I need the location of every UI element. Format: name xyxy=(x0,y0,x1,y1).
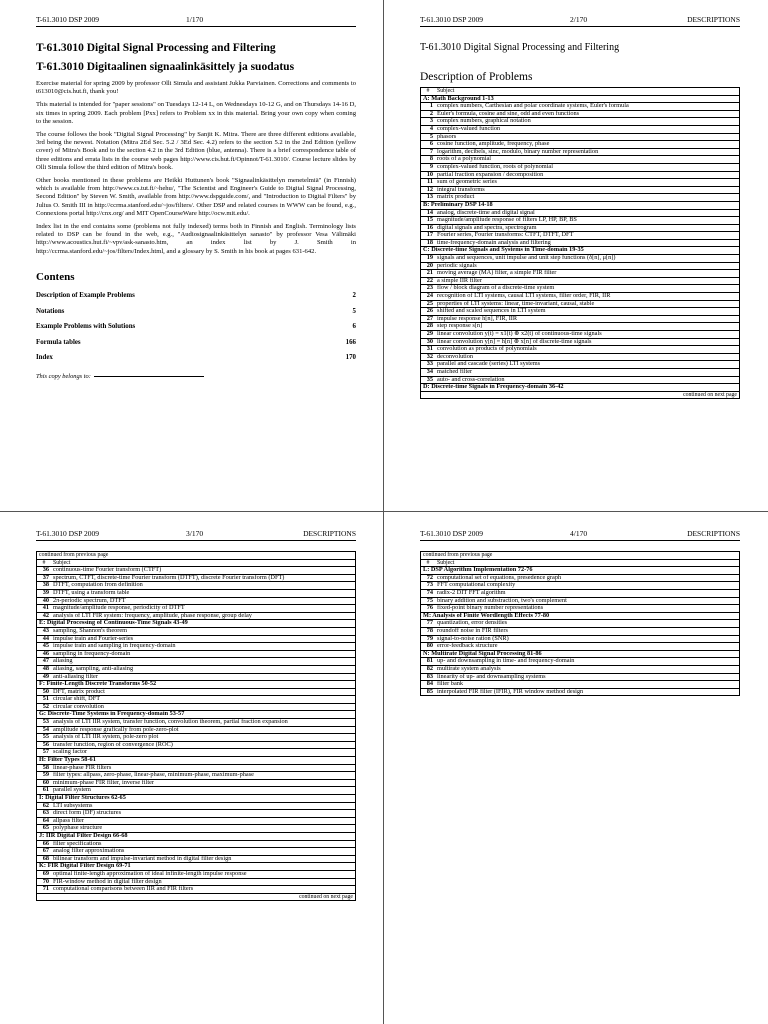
problem-subject: filter specifications xyxy=(51,840,356,848)
problem-subject: partial fraction expansion / decomposition xyxy=(435,171,740,179)
problem-subject: auto- and cross-correlation xyxy=(435,376,740,384)
problem-number: 37 xyxy=(37,574,52,582)
category-label: F: Finite-Length Discrete Transforms 50-52 xyxy=(37,681,356,689)
problem-number: 67 xyxy=(37,848,52,856)
toc-label: Formula tables xyxy=(36,338,81,346)
problem-subject: continuous-time Fourier transform (CTFT) xyxy=(51,567,356,575)
problem-subject: properties of LTI systems: linear, time-invariant, causal, stable xyxy=(435,300,740,308)
header-course: T-61.3010 DSP 2009 xyxy=(36,15,99,24)
problem-subject: analysis of LTI IIR system, transfer function, convolution theorem, partial fraction expansion xyxy=(51,719,356,727)
column-header-subject: Subject xyxy=(435,88,740,96)
problem-subject: impulse train and Fourier-series xyxy=(51,635,356,643)
table-row[interactable] xyxy=(37,665,356,673)
problem-number: 3 xyxy=(421,118,436,126)
problem-subject: transfer function, region of convergence (ROC) xyxy=(51,741,356,749)
problem-number: 73 xyxy=(421,582,436,590)
problem-subject: DTFT, computation from definition xyxy=(51,582,356,590)
table-row[interactable] xyxy=(421,627,740,635)
problem-subject: sampling, Shannon's theorem xyxy=(51,627,356,635)
book-paragraph: The course follows the book "Digital Signal Processing" by Sanjit K. Mitra. There are three different editions available, 3rd being the newest. Notation (Mitra 2Ed Sec. 5.2 / 3Ed Sec. 4.2) refers to the section 5.2 in the 2nd Edition (yellow cover) of Mitra's Book and to the section 4.2 in the 3rd Edition (blue, antenna). There is a brief correspondence table of three editions and errata lists in the course web pages http://www.cis.hut.fi/Opinnot/T-61.3010/. Course lecture slides by Olli Simula follow the third edition of Mitra's book. xyxy=(36,131,356,171)
problem-number: 82 xyxy=(421,665,436,673)
problem-subject: parallel and cascade (series) LTI systems xyxy=(435,361,740,369)
column-header-number: # xyxy=(421,559,436,567)
problem-number: 4 xyxy=(421,125,436,133)
problem-number: 68 xyxy=(37,855,52,863)
index-paragraph: Index list in the end contains some (problems not fully indexed) terms both in Finnish and English. Terminology lists related to DSP can be found in the web, e.g., "Audiosignaalinkäsittelyn sanasto" by professor Vesa Välimäki http://www.acoustics.hut.fi/~vpv/ask-sanasto.htm, an index list by J. Smith in http://ccrma.stanford.edu/~jos/filters/Index.html, and a glossary by S. Smith in his book at pages 631-642. xyxy=(36,223,356,255)
continued-footer-row xyxy=(37,893,356,901)
problem-subject: bilinear transform and impulse-invariant method in digital filter design xyxy=(51,855,356,863)
table-row[interactable] xyxy=(37,810,356,818)
problem-subject: quantization, error densities xyxy=(435,620,740,628)
table-row[interactable] xyxy=(421,665,740,673)
problem-subject: spectrum, CTFT, discrete-time Fourier transform (DTFT), discrete Fourier transform (DFT) xyxy=(51,574,356,582)
problem-subject: time-frequency-domain analysis and filtering xyxy=(435,239,740,247)
problem-number: 20 xyxy=(421,262,436,270)
header-course: T-61.3010 DSP 2009 xyxy=(420,529,483,538)
problem-number: 59 xyxy=(37,772,52,780)
problem-subject: linear-phase FIR filters xyxy=(51,764,356,772)
problem-number: 83 xyxy=(421,673,436,681)
problem-number: 30 xyxy=(421,338,436,346)
continued-footer: continued on next page xyxy=(421,391,740,399)
problem-number: 19 xyxy=(421,255,436,263)
section-heading: Description of Problems xyxy=(420,71,533,83)
category-label: L: DSP Algorithm Implementation 72-76 xyxy=(421,567,740,575)
problem-number: 39 xyxy=(37,589,52,597)
toc-label: Description of Example Problems xyxy=(36,292,135,300)
header-section: DESCRIPTIONS xyxy=(303,529,356,538)
contents-heading: Contens xyxy=(36,270,75,283)
intro-paragraph: Exercise material for spring 2009 by professor Olli Simula and assistant Jukka Parviainen. Corrections and comments to t613010@cis.hut.fi, thank you! xyxy=(36,80,356,96)
problem-number: 81 xyxy=(421,658,436,666)
header-page-number: 1/170 xyxy=(186,15,204,24)
category-label: N: Multirate Digital Signal Processing 81-86 xyxy=(421,650,740,658)
continued-note: continued from previous page xyxy=(421,552,740,560)
problem-number: 57 xyxy=(37,749,52,757)
toc-item[interactable] xyxy=(36,319,356,335)
page-header xyxy=(36,14,356,27)
problem-number: 65 xyxy=(37,825,52,833)
table-row[interactable] xyxy=(37,589,356,597)
toc-page: 6 xyxy=(352,323,356,331)
problem-subject: interpolated FIR filter (IFIR), FIR window method design xyxy=(435,688,740,696)
sessions-paragraph: This material is intended for "paper sessions" on Tuesdays 12-14 L, on Wednesdays 10-12 G, and on Thursdays 14-16 D, six times in spring 2009. Each problem [Pxx] refers to Problem xx in this material. Bring your own copy when coming to the session. xyxy=(36,101,356,125)
problem-subject: moving average (MA) filter, a simple FIR filter xyxy=(435,270,740,278)
problem-number: 80 xyxy=(421,643,436,651)
problem-subject: circular convolution xyxy=(51,703,356,711)
problem-number: 17 xyxy=(421,232,436,240)
page-header xyxy=(36,528,356,541)
problem-subject: radix-2 DIT FFT algorithm xyxy=(435,589,740,597)
problem-subject: signals and sequences, unit impulse and unit step functions (δ[n], μ[n]) xyxy=(435,255,740,263)
problem-subject: parallel system xyxy=(51,787,356,795)
problem-number: 7 xyxy=(421,148,436,156)
problem-number: 18 xyxy=(421,239,436,247)
problem-number: 56 xyxy=(37,741,52,749)
problem-number: 60 xyxy=(37,779,52,787)
problem-subject: convolution as products of polynomials xyxy=(435,346,740,354)
problem-number: 47 xyxy=(37,658,52,666)
problem-subject: flow / block diagram of a discrete-time system xyxy=(435,285,740,293)
problem-subject: phasors xyxy=(435,133,740,141)
problem-number: 85 xyxy=(421,688,436,696)
problem-subject: FIR-window method in digital filter design xyxy=(51,878,356,886)
continued-footer: continued on next page xyxy=(37,893,356,901)
toc-item[interactable] xyxy=(36,350,356,366)
problem-subject: sum of geometric series xyxy=(435,179,740,187)
problem-subject: polyphase structure xyxy=(51,825,356,833)
other-books-paragraph: Other books mentioned in these problems are Heikki Huttunen's book "Signaalinkäsittelyn menetelmiä" (in Finnish) which is available from http://www.cs.tut.fi/~hehu/, "The Scientist and Engineer's Guide to Digital Signal Processing, Second Edition" by Steven W. Smith, available from http://www.dspguide.com/, and "Introduction to Digital Filters" by Julius O. Smith III in http://ccrma.stanford.edu/~jos/filters/. Other DSP and related courses in WWW can be found, e.g., Connexions portal http://cnx.org/ and MIT OpenCourseWare http://ocw.mit.edu/. xyxy=(36,177,356,217)
category-label: K: FIR Digital Filter Design 69-71 xyxy=(37,863,356,871)
problem-number: 13 xyxy=(421,194,436,202)
problem-number: 50 xyxy=(37,688,52,696)
problem-subject: amplitude response grafically from pole-zero-plot xyxy=(51,726,356,734)
header-page-number: 3/170 xyxy=(186,529,204,538)
problem-subject: FFT computational complexity xyxy=(435,582,740,590)
owner-field xyxy=(36,373,356,380)
problem-number: 42 xyxy=(37,612,52,620)
table-row[interactable] xyxy=(421,125,740,133)
problem-subject: recognition of LTI systems, causal LTI systems, filter order, FIR, IIR xyxy=(435,293,740,301)
category-label: E: Digital Processing of Continuous-Time Signals 43-49 xyxy=(37,620,356,628)
problem-number: 6 xyxy=(421,141,436,149)
category-row xyxy=(37,757,356,765)
problem-number: 53 xyxy=(37,719,52,727)
toc-page: 170 xyxy=(345,354,356,362)
header-page-number: 4/170 xyxy=(570,529,588,538)
category-label: G: Discrete-Time Systems in Frequency-domain 53-57 xyxy=(37,711,356,719)
problem-subject: periodic signals xyxy=(435,262,740,270)
problem-subject: DFT, matrix product xyxy=(51,688,356,696)
problem-subject: linear convolution y(t) = x1(t) ⊛ x2(t) of continuous-time signals xyxy=(435,331,740,339)
problem-subject: direct form (DF) structures xyxy=(51,810,356,818)
problem-number: 78 xyxy=(421,627,436,635)
problem-subject: filter bank xyxy=(435,681,740,689)
problem-number: 72 xyxy=(421,574,436,582)
problem-number: 28 xyxy=(421,323,436,331)
problem-number: 76 xyxy=(421,605,436,613)
problem-number: 63 xyxy=(37,810,52,818)
category-label: B: Preliminary DSP 14-18 xyxy=(421,201,740,209)
problem-number: 23 xyxy=(421,285,436,293)
header-course: T-61.3010 DSP 2009 xyxy=(36,529,99,538)
problem-number: 33 xyxy=(421,361,436,369)
problem-subject: roundoff noise in FIR filters xyxy=(435,627,740,635)
problem-number: 66 xyxy=(37,840,52,848)
problem-subject: impulse response h[n], FIR, IIR xyxy=(435,315,740,323)
problem-number: 46 xyxy=(37,650,52,658)
problem-subject: multirate system analysis xyxy=(435,665,740,673)
problem-subject: sampling in frequency-domain xyxy=(51,650,356,658)
problem-number: 58 xyxy=(37,764,52,772)
problem-number: 26 xyxy=(421,308,436,316)
document-title-english: T-61.3010 Digital Signal Processing and Filtering xyxy=(36,42,276,54)
continued-note: continued from previous page xyxy=(37,552,356,560)
problem-subject: matched filter xyxy=(435,368,740,376)
problem-subject: analog filter approximations xyxy=(51,848,356,856)
problem-subject: up- and downsampling in time- and frequency-domain xyxy=(435,658,740,666)
problem-subject: matrix product xyxy=(435,194,740,202)
problem-subject: shifted and scaled sequences in LTI system xyxy=(435,308,740,316)
owner-line xyxy=(94,376,204,377)
continued-footer-row xyxy=(421,391,740,399)
problem-subject: 2π-periodic spectrum, DTFT xyxy=(51,597,356,605)
problem-number: 51 xyxy=(37,696,52,704)
column-header-number: # xyxy=(37,559,52,567)
problem-number: 79 xyxy=(421,635,436,643)
table-of-contents xyxy=(36,288,356,366)
problem-subject: integral transforms xyxy=(435,186,740,194)
problem-subject: roots of a polynomial xyxy=(435,156,740,164)
continued-note-row xyxy=(421,552,740,560)
page-header xyxy=(420,14,740,27)
problem-subject: aliasing, sampling, anti-aliasing xyxy=(51,665,356,673)
problem-subject: analysis of LTI FIR system: frequency, amplitude, phase response, group delay xyxy=(51,612,356,620)
problem-number: 55 xyxy=(37,734,52,742)
problem-number: 44 xyxy=(37,635,52,643)
problems-table xyxy=(420,551,740,696)
toc-item[interactable] xyxy=(36,334,356,350)
problem-number: 48 xyxy=(37,665,52,673)
category-label: J: IIR Digital Filter Design 66-68 xyxy=(37,832,356,840)
problem-number: 45 xyxy=(37,643,52,651)
problem-subject: complex numbers, Carthesian and polar coordinate systems, Euler's formula xyxy=(435,103,740,111)
problem-subject: Fourier series, Fourier transforms: CTFT, DTFT, DFT xyxy=(435,232,740,240)
header-page-number: 2/170 xyxy=(570,15,588,24)
problem-subject: deconvolution xyxy=(435,353,740,361)
problem-subject: linearity of up- and downsampling systems xyxy=(435,673,740,681)
page-header xyxy=(420,528,740,541)
problem-subject: error-feedback structure xyxy=(435,643,740,651)
table-row[interactable] xyxy=(37,886,356,894)
problem-subject: signal-to-noise ration (SNR) xyxy=(435,635,740,643)
problem-number: 21 xyxy=(421,270,436,278)
problem-number: 11 xyxy=(421,179,436,187)
problem-subject: fixed-point binary number representations xyxy=(435,605,740,613)
problem-subject: optimal finite-length approximation of ideal infinite-length impulse response xyxy=(51,870,356,878)
header-section: DESCRIPTIONS xyxy=(687,529,740,538)
category-label: A: Math Background 1-13 xyxy=(421,95,740,103)
header-course: T-61.3010 DSP 2009 xyxy=(420,15,483,24)
problem-number: 84 xyxy=(421,681,436,689)
problem-subject: impulse train and sampling in frequency-domain xyxy=(51,643,356,651)
problem-number: 77 xyxy=(421,620,436,628)
document-title-finnish: T-61.3010 Digitaalinen signaalinkäsittely ja suodatus xyxy=(36,61,295,73)
problem-subject: computational comparisons between IIR and FIR filters xyxy=(51,886,356,894)
document-title: T-61.3010 Digital Signal Processing and Filtering xyxy=(420,42,620,53)
problem-subject: cosine function, amplitude, frequency, phase xyxy=(435,141,740,149)
problem-number: 62 xyxy=(37,802,52,810)
problem-subject: complex-valued function, roots of polynomial xyxy=(435,163,740,171)
problem-subject: allpass filter xyxy=(51,817,356,825)
problem-subject: circular shift, DFT xyxy=(51,696,356,704)
table-row[interactable] xyxy=(421,589,740,597)
problem-subject: step response s[n] xyxy=(435,323,740,331)
problem-subject: anti-aliasing filter xyxy=(51,673,356,681)
problem-number: 9 xyxy=(421,163,436,171)
continued-note-row xyxy=(37,552,356,560)
problem-subject: minimum-phase FIR filter, inverse filter xyxy=(51,779,356,787)
problem-number: 15 xyxy=(421,217,436,225)
problems-table xyxy=(36,551,356,901)
problem-subject: magnitude/amplitude response of filters LP, HP, BP, BS xyxy=(435,217,740,225)
problem-number: 1 xyxy=(421,103,436,111)
problem-number: 61 xyxy=(37,787,52,795)
problem-number: 52 xyxy=(37,703,52,711)
problem-number: 32 xyxy=(421,353,436,361)
problem-subject: complex numbers, graphical notation xyxy=(435,118,740,126)
column-header-number: # xyxy=(421,88,436,96)
problem-subject: DTFT, using a transform table xyxy=(51,589,356,597)
problem-subject: binary addition and substraction, two's complement xyxy=(435,597,740,605)
toc-item[interactable] xyxy=(36,303,356,319)
table-row[interactable] xyxy=(37,870,356,878)
owner-label: This copy belongs to: xyxy=(36,373,91,381)
table-row[interactable] xyxy=(37,627,356,635)
problem-subject: analysis of LTI IIR system, pole-zero plot xyxy=(51,734,356,742)
page-2 xyxy=(384,0,768,512)
problems-table xyxy=(420,87,740,399)
table-row[interactable] xyxy=(37,650,356,658)
problem-subject: aliasing xyxy=(51,658,356,666)
problem-number: 24 xyxy=(421,293,436,301)
category-label: D: Discrete-time Signals in Frequency-domain 36-42 xyxy=(421,384,740,392)
page-1 xyxy=(0,0,384,512)
problem-number: 40 xyxy=(37,597,52,605)
toc-page: 2 xyxy=(352,292,356,300)
page-3 xyxy=(0,512,384,1024)
problem-number: 75 xyxy=(421,597,436,605)
category-row xyxy=(37,795,356,803)
problem-number: 70 xyxy=(37,878,52,886)
problem-number: 43 xyxy=(37,627,52,635)
category-label: C: Discrete-time Signals and Systems in Time-domain 19-35 xyxy=(421,247,740,255)
category-row xyxy=(421,384,740,392)
table-row[interactable] xyxy=(421,368,740,376)
category-label: M: Analysis of Finite Wordlength Effects 77-80 xyxy=(421,612,740,620)
toc-label: Example Problems with Solutions xyxy=(36,323,136,331)
problem-subject: linear convolution y[n] = h[n] ⊛ x[n] of discrete-time signals xyxy=(435,338,740,346)
problem-number: 36 xyxy=(37,567,52,575)
table-row[interactable] xyxy=(421,331,740,339)
problem-subject: filter types: allpass, zero-phase, linear-phase, minimum-phase, maximum-phase xyxy=(51,772,356,780)
problem-number: 49 xyxy=(37,673,52,681)
problem-number: 14 xyxy=(421,209,436,217)
problem-subject: LTI subsystems xyxy=(51,802,356,810)
toc-page: 5 xyxy=(352,307,356,315)
problem-number: 5 xyxy=(421,133,436,141)
category-row xyxy=(37,832,356,840)
table-row[interactable] xyxy=(421,688,740,696)
problem-number: 38 xyxy=(37,582,52,590)
problem-number: 29 xyxy=(421,331,436,339)
problem-number: 25 xyxy=(421,300,436,308)
problem-number: 22 xyxy=(421,277,436,285)
table-header-row xyxy=(421,88,740,96)
header-section: DESCRIPTIONS xyxy=(687,15,740,24)
category-row xyxy=(421,201,740,209)
problem-subject: computational set of equations, presedence graph xyxy=(435,574,740,582)
page-4 xyxy=(384,512,768,1024)
problem-number: 71 xyxy=(37,886,52,894)
problem-number: 34 xyxy=(421,368,436,376)
problem-number: 41 xyxy=(37,605,52,613)
problem-subject: digital signals and spectra, spectrogram xyxy=(435,224,740,232)
table-row[interactable] xyxy=(421,163,740,171)
category-label: H: Filter Types 58-61 xyxy=(37,757,356,765)
problem-number: 12 xyxy=(421,186,436,194)
problem-subject: complex-valued function xyxy=(435,125,740,133)
problem-number: 10 xyxy=(421,171,436,179)
toc-label: Notations xyxy=(36,307,65,315)
problem-subject: Euler's formula, cosine and sine, odd and even functions xyxy=(435,110,740,118)
problem-subject: logarithm, decibels, sinc, modulo, binary number representation xyxy=(435,148,740,156)
problem-number: 54 xyxy=(37,726,52,734)
problem-number: 8 xyxy=(421,156,436,164)
problem-number: 69 xyxy=(37,870,52,878)
table-row[interactable] xyxy=(421,293,740,301)
problem-number: 74 xyxy=(421,589,436,597)
column-header-subject: Subject xyxy=(435,559,740,567)
problem-subject: a simple IIR filter xyxy=(435,277,740,285)
problem-number: 2 xyxy=(421,110,436,118)
problem-subject: analog, discrete-time and digital signal xyxy=(435,209,740,217)
problem-number: 64 xyxy=(37,817,52,825)
toc-item[interactable] xyxy=(36,288,356,304)
problem-number: 31 xyxy=(421,346,436,354)
problem-subject: magnitude/amplitude response, periodicity of DTFT xyxy=(51,605,356,613)
toc-page: 166 xyxy=(345,338,356,346)
table-row[interactable] xyxy=(421,673,740,681)
problem-number: 35 xyxy=(421,376,436,384)
problem-number: 27 xyxy=(421,315,436,323)
problem-subject: scaling factor xyxy=(51,749,356,757)
category-label: I: Digital Filter Structures 62-65 xyxy=(37,795,356,803)
problem-number: 16 xyxy=(421,224,436,232)
column-header-subject: Subject xyxy=(51,559,356,567)
toc-label: Index xyxy=(36,354,53,362)
